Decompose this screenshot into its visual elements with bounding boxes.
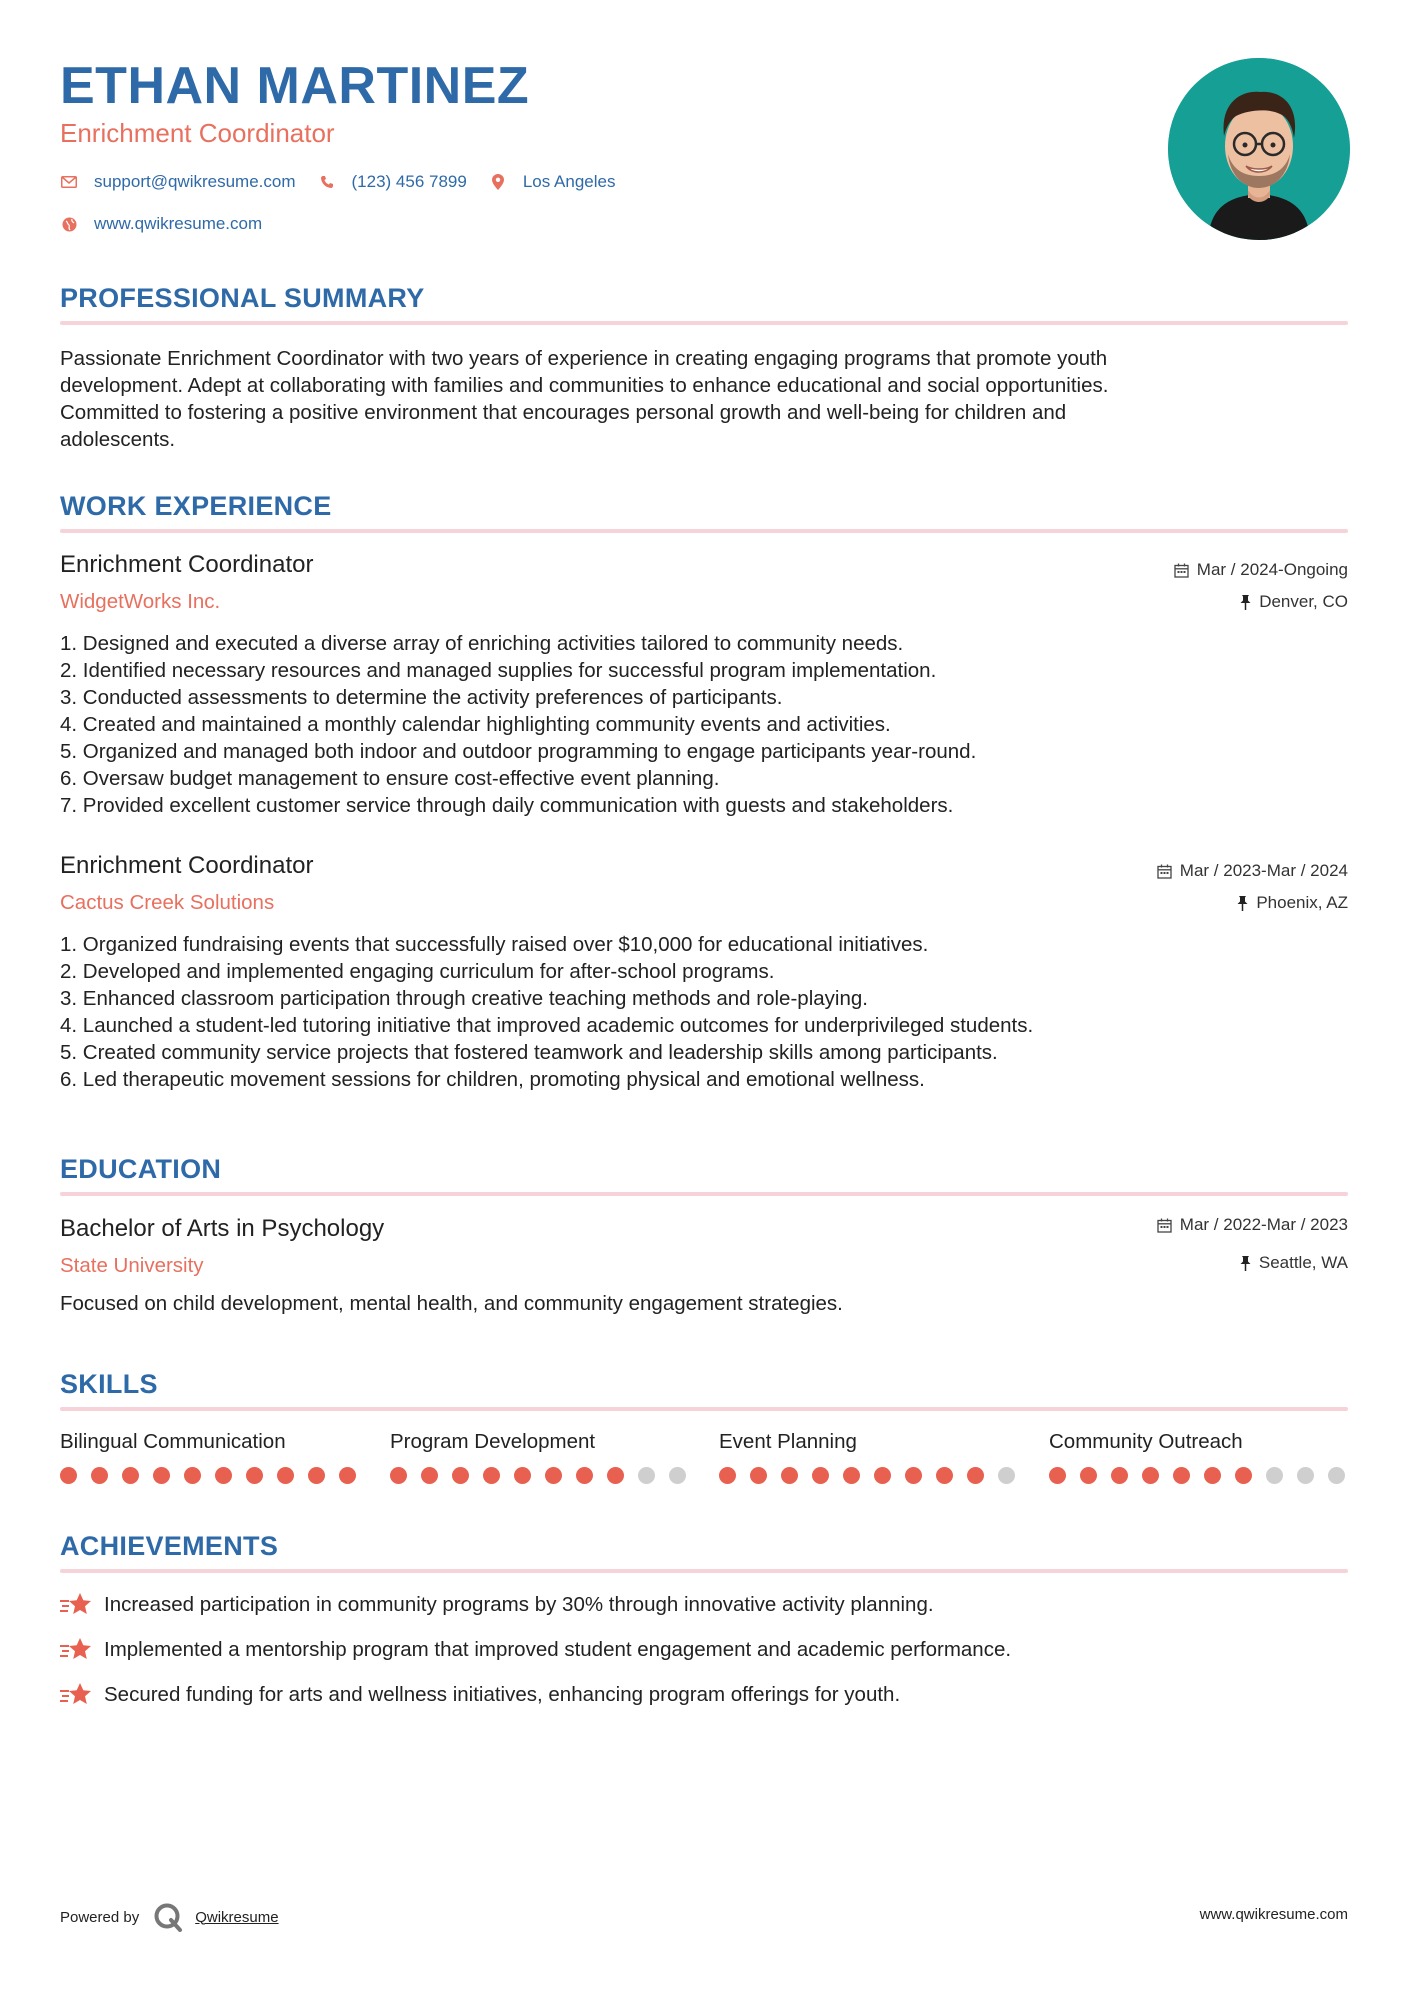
skill-name: Event Planning [719,1430,857,1453]
rating-dot-filled [1080,1467,1097,1484]
rating-dot-filled [1204,1467,1221,1484]
qwikresume-logo-icon [153,1902,183,1932]
mail-icon [60,173,78,191]
star-icon [60,1681,92,1709]
rating-dot-filled [91,1467,108,1484]
list-item: 1. Designed and executed a diverse array of enriching activities tailored to community needs. [60,632,904,655]
rating-dot-filled [452,1467,469,1484]
rating-dot-filled [339,1467,356,1484]
rating-dot-empty [1328,1467,1345,1484]
rating-dot-filled [421,1467,438,1484]
achievement-item [60,1636,1011,1664]
list-item: 7. Provided excellent customer service through daily communication with guests and stakeholders. [60,794,954,817]
education-dates-text: Mar / 2022-Mar / 2023 [1179,1215,1348,1234]
rating-dot-filled [607,1467,624,1484]
map-pin-icon [489,173,507,191]
candidate-name: ETHAN MARTINEZ [60,57,530,115]
rating-dot-filled [750,1467,767,1484]
rating-dot-filled [545,1467,562,1484]
achievement-text: Secured funding for arts and wellness initiatives, enhancing program offerings for youth. [104,1683,901,1706]
website-link[interactable]: www.qwikresume.com [94,214,263,233]
rating-dot-filled [1111,1467,1128,1484]
list-item: 6. Led therapeutic movement sessions for children, promoting physical and emotional wellness. [60,1068,925,1091]
skill-name: Community Outreach [1049,1430,1243,1453]
degree-title: Bachelor of Arts in Psychology [60,1215,385,1242]
powered-by-label: Powered by [60,1908,140,1926]
list-item: 4. Created and maintained a monthly calendar highlighting community events and activities. [60,713,891,736]
rating-dot-filled [215,1467,232,1484]
rating-dot-filled [122,1467,139,1484]
job-dates-text: Mar / 2024-Ongoing [1196,560,1348,579]
education-description: Focused on child development, mental health, and community engagement strategies. [60,1292,843,1315]
rating-dot-empty [998,1467,1015,1484]
section-divider [60,1407,1348,1411]
calendar-icon [1157,1218,1172,1233]
section-title-summary: PROFESSIONAL SUMMARY [60,283,425,313]
list-item: 2. Identified necessary resources and managed supplies for successful program implementation. [60,659,937,682]
rating-dot-empty [1297,1467,1314,1484]
job-dates-text: Mar / 2023-Mar / 2024 [1179,861,1348,880]
school-name: State University [60,1254,204,1277]
job-location-text: Denver, CO [1259,592,1348,611]
rating-dot-filled [246,1467,263,1484]
job-dates [1174,560,1348,580]
section-title-experience: WORK EXPERIENCE [60,491,332,521]
footer-powered-by [60,1902,279,1932]
rating-dot-filled [967,1467,984,1484]
job-title: Enrichment Coordinator [60,551,314,578]
pushpin-icon [1240,1256,1251,1271]
website-row [60,214,284,234]
rating-dot-filled [60,1467,77,1484]
section-divider [60,321,1348,325]
rating-dot-filled [184,1467,201,1484]
rating-dot-filled [1173,1467,1190,1484]
rating-dot-filled [812,1467,829,1484]
rating-dot-filled [514,1467,531,1484]
phone-number[interactable]: (123) 456 7899 [351,172,467,191]
achievement-item [60,1591,934,1619]
rating-dot-filled [905,1467,922,1484]
calendar-icon [1174,563,1189,578]
rating-dot-filled [1049,1467,1066,1484]
achievement-text: Implemented a mentorship program that improved student engagement and academic performance. [104,1638,1012,1661]
summary-line: adolescents. [60,428,176,451]
star-icon [60,1591,92,1619]
list-item: 4. Launched a student-led tutoring initiative that improved academic outcomes for underprivileged students. [60,1014,1034,1037]
profile-photo [1168,58,1350,240]
pushpin-icon [1240,595,1251,610]
achievement-text: Increased participation in community programs by 30% through innovative activity planning. [104,1593,934,1616]
list-item: 6. Oversaw budget management to ensure cost-effective event planning. [60,767,720,790]
achievement-item [60,1681,900,1709]
rating-dot-filled [874,1467,891,1484]
job-bullets [60,630,976,819]
contact-row [60,172,637,192]
list-item: 2. Developed and implemented engaging curriculum for after-school programs. [60,960,775,983]
job-dates [1157,861,1348,881]
list-item: 3. Conducted assessments to determine the activity preferences of participants. [60,686,783,709]
rating-dot-filled [1235,1467,1252,1484]
job-location [1237,893,1348,913]
list-item: 5. Organized and managed both indoor and outdoor programming to engage participants year-round. [60,740,977,763]
rating-dot-filled [153,1467,170,1484]
section-divider [60,529,1348,533]
education-dates [1157,1215,1348,1235]
summary-line: development. Adept at collaborating with families and communities to enhance educational and social opportunities. [60,374,1109,397]
company-name: Cactus Creek Solutions [60,891,275,914]
section-title-skills: SKILLS [60,1369,158,1399]
rating-dot-empty [1266,1467,1283,1484]
job-location [1240,592,1348,612]
rating-dot-filled [936,1467,953,1484]
candidate-role: Enrichment Coordinator [60,118,335,148]
rating-dot-empty [669,1467,686,1484]
job-location-text: Phoenix, AZ [1256,893,1348,912]
footer-website[interactable]: www.qwikresume.com [1199,1906,1348,1923]
summary-line: Passionate Enrichment Coordinator with two years of experience in creating engaging programs that promote youth [60,347,1108,370]
company-name: WidgetWorks Inc. [60,590,221,613]
section-divider [60,1192,1348,1196]
list-item: 1. Organized fundraising events that successfully raised over $10,000 for educational initiatives. [60,933,929,956]
rating-dot-filled [483,1467,500,1484]
summary-line: Committed to fostering a positive environment that encourages personal growth and well-being for children and [60,401,1067,424]
skill-rating [1049,1467,1359,1484]
star-icon [60,1636,92,1664]
skill-name: Bilingual Communication [60,1430,286,1453]
rating-dot-filled [576,1467,593,1484]
skill-rating [390,1467,700,1484]
list-item: 3. Enhanced classroom participation through creative teaching methods and role-playing. [60,987,868,1010]
skill-rating [719,1467,1029,1484]
phone-icon [318,173,336,191]
rating-dot-filled [308,1467,325,1484]
education-location [1240,1253,1348,1273]
rating-dot-filled [719,1467,736,1484]
location-text: Los Angeles [522,172,616,191]
job-title: Enrichment Coordinator [60,852,314,879]
rating-dot-filled [781,1467,798,1484]
section-title-education: EDUCATION [60,1154,222,1184]
skill-name: Program Development [390,1430,596,1453]
email-link[interactable]: support@qwikresume.com [94,172,296,191]
summary-text [60,345,1350,453]
list-item: 5. Created community service projects that fostered teamwork and leadership skills among participants. [60,1041,998,1064]
section-divider [60,1569,1348,1573]
skill-rating [60,1467,370,1484]
section-title-achievements: ACHIEVEMENTS [60,1531,279,1561]
pushpin-icon [1237,896,1248,911]
rating-dot-filled [843,1467,860,1484]
qwikresume-link[interactable]: Qwikresume [195,1908,279,1926]
rating-dot-filled [277,1467,294,1484]
globe-icon [60,215,78,233]
rating-dot-filled [1142,1467,1159,1484]
rating-dot-empty [638,1467,655,1484]
rating-dot-filled [390,1467,407,1484]
job-bullets [60,931,1033,1093]
education-location-text: Seattle, WA [1258,1253,1348,1272]
calendar-icon [1157,864,1172,879]
